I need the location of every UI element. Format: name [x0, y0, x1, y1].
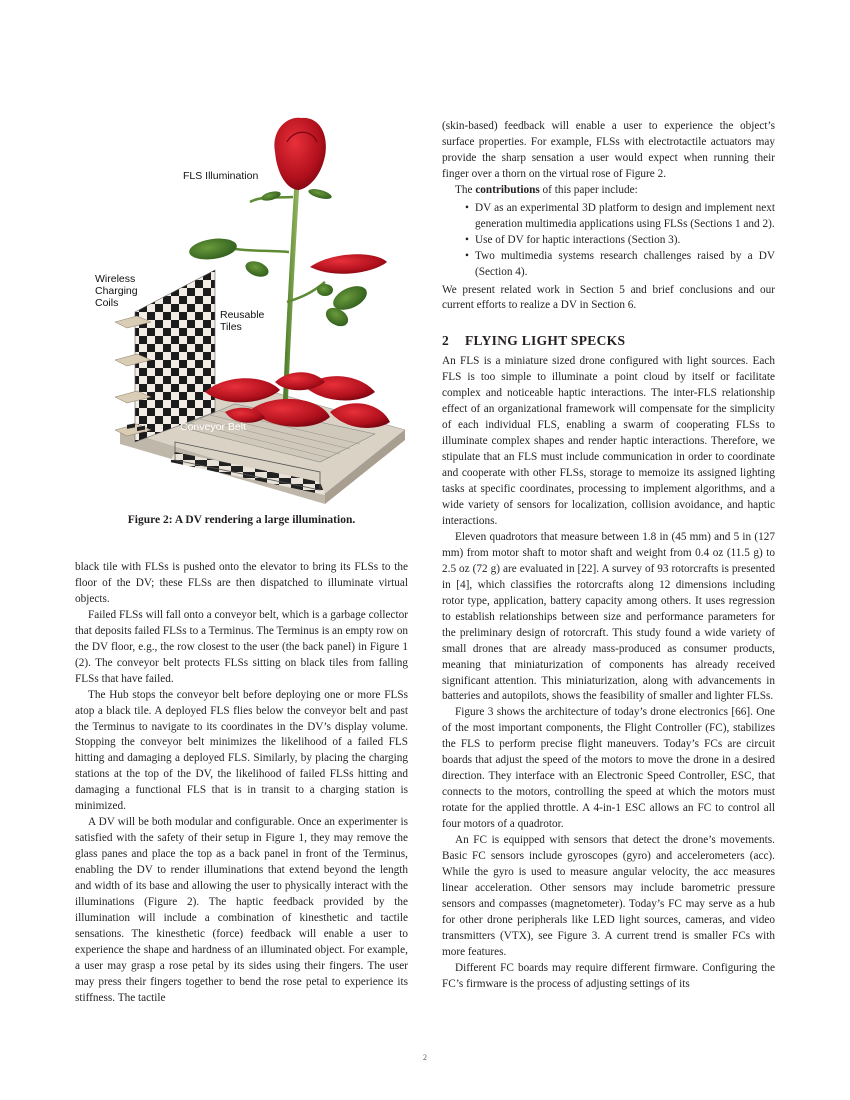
- label-wireless-charging-coils: Wireless Charging Coils: [95, 273, 138, 309]
- page-number: 2: [423, 1053, 427, 1062]
- paragraph: black tile with FLSs is pushed onto the elevator to bring its FLSs to the floor of the DV; these FLSs are then dispatched to illuminate virtual objects.: [75, 561, 408, 605]
- paragraph: Failed FLSs will fall onto a conveyor belt, which is a garbage collector that deposits failed FLSs to a Terminus. The Terminus is an empty row on the DV floor, e.g., the row closest to the user (the back panel) in Figure 1 (2). The conveyor belt protects FLSs sitting on black tiles from falling FLSs that have failed.: [75, 608, 408, 685]
- figure-caption: Figure 2: A DV rendering a large illumination.: [127, 514, 356, 526]
- paragraph: A DV will be both modular and configurable. Once an experimenter is satisfied with the safety of their setup in Figure 1, they may remove the glass panes and place the top as a back panel in front of the Terminus, enabling the DV to render illuminations that extend beyond the length and width of its base and allowing the user to physically interact with the illuminations (Figure 2). The haptic feedback provided by the illumination will include a combination of kinesthetic and tactile sensations. The kinesthetic (force) feedback will enable a user to experience the shape and hardness of an illuminated object. For example, a user may grasp a rose petal by its sides using their fingers. The user may press their fingers together to bend the rose petal to experience its stiffness. The tactile: [75, 816, 408, 1004]
- paragraph: Different FC boards may require different firmware. Configuring the FC’s firmware is the process of adjusting settings of its: [442, 961, 775, 990]
- contributions-list: [442, 201, 775, 281]
- left-column: [75, 560, 408, 1007]
- list-item: • DV as an experimental 3D platform to design and implement next generation multimedia applications using FLSs (Sections 1 and 2).: [475, 201, 775, 233]
- paragraph: An FC is equipped with sensors that detect the drone’s movements. Basic FC sensors include gyroscopes (gyro) and accelerometers (acc). While the gyro is used to measure angular velocity, the acc measures linear acceleration. Other sensors may include barometric pressure sensors and compasses (magnetometer). Today’s FC may serve as a hub for other drone peripherals like LED light sources, cameras, and video transmitters (VTX), see Figure 3. A current trend is smaller FCs with more features.: [442, 834, 775, 958]
- list-item: • Two multimedia systems research challenges raised by a DV (Section 4).: [475, 249, 775, 281]
- label-reusable-tiles: Reusable Tiles: [220, 309, 265, 333]
- text-span: The: [455, 183, 476, 196]
- figure-2: [75, 112, 408, 532]
- contributions-intro: [442, 183, 775, 199]
- paragraph: We present related work in Section 5 and brief conclusions and our current efforts to realize a DV in Section 6.: [442, 283, 775, 312]
- list-item: • Use of DV for haptic interactions (Section 3).: [475, 233, 775, 249]
- bold-term: contributions: [475, 183, 540, 196]
- paragraph: Figure 3 shows the architecture of today’s drone electronics [66]. One of the most important components, the Flight Controller (FC), stabilizes the FLS to perform precise flight maneuvers. Today’s FCs are circuit boards that adjust the speed of the motors to move the drone in a desired direction. They interface with an Electronic Speed Controller, ESC, that connects to the motors, controlling the speed at which the motors must rotate for the applied throttle. A 4-in-1 ESC allows an FC to control all four motors of a quadrotor.: [442, 706, 775, 831]
- section-title: FLYING LIGHT SPECKS: [465, 333, 626, 349]
- text-span: of this paper include:: [539, 183, 638, 196]
- paragraph: The Hub stops the conveyor belt before deploying one or more FLSs atop a black tile. A deployed FLS flies below the conveyor belt and past the Terminus to navigate to its coordinates in the DV’s display volume. Stopping the conveyor belt minimizes the likelihood of a failed FLS hitting and damaging a deployed FLS. Similarly, by placing the charging stations at the top of the DV, the likelihood of failed FLSs hitting and damaging a functional FLS that is in transit to a charging station is minimized.: [75, 688, 408, 813]
- section-number: 2: [442, 333, 450, 349]
- right-column: [442, 119, 775, 993]
- label-fls-illumination: FLS Illumination: [183, 170, 259, 182]
- paragraph: Eleven quadrotors that measure between 1.8 in (45 mm) and 5 in (127 mm) from motor shaft to motor shaft and weight from 0.4 oz (11.5 g) to 2.5 oz (72 g) are evaluated in [22]. A survey of 93 rotorcrafts is presented in [4], which classifies the rotorcrafts along 12 dimensions including rotor type, application, battery capacity among others. It uses regression to establish relationships between size and performance parameters for the preliminary design of rotorcraft. This study found a wide variety of small drones that are already mass-produced as consumer products, meaning that miniaturization of components has already received significant attention. This miniaturization, along with advancements in batteries and autopilots, shows the feasibility of smaller and lighter FLSs.: [442, 530, 775, 703]
- label-conveyor-belt: Conveyor Belt: [180, 421, 246, 433]
- section-heading: [442, 332, 775, 349]
- paragraph: An FLS is a miniature sized drone configured with light sources. Each FLS is too simple to illuminate a point cloud by itself or facilitate complex and noticeable haptic interactions. The inter-FLS relationship effect of an organizational framework will compensate for the simplicity of each individual FLS, enabling a swarm of cooperating FLSs to illuminate complex shapes and render haptic interactions. Therefore, we stipulate that an FLS must include communication in order to coordinate and cooperate with other FLSs, storage to memoize its assigned lighting tasks at specific coordinates, processing to implement algorithms, and a wide variety of sensors for localization, collision avoidance, and haptic interactions.: [442, 355, 775, 527]
- paragraph: (skin-based) feedback will enable a user to experience the object’s surface properties. For example, FLSs with electrotactile actuators may provide the sharp sensation a user would expect when running their finger over a thorn on the virtual rose of Figure 2.: [442, 120, 775, 180]
